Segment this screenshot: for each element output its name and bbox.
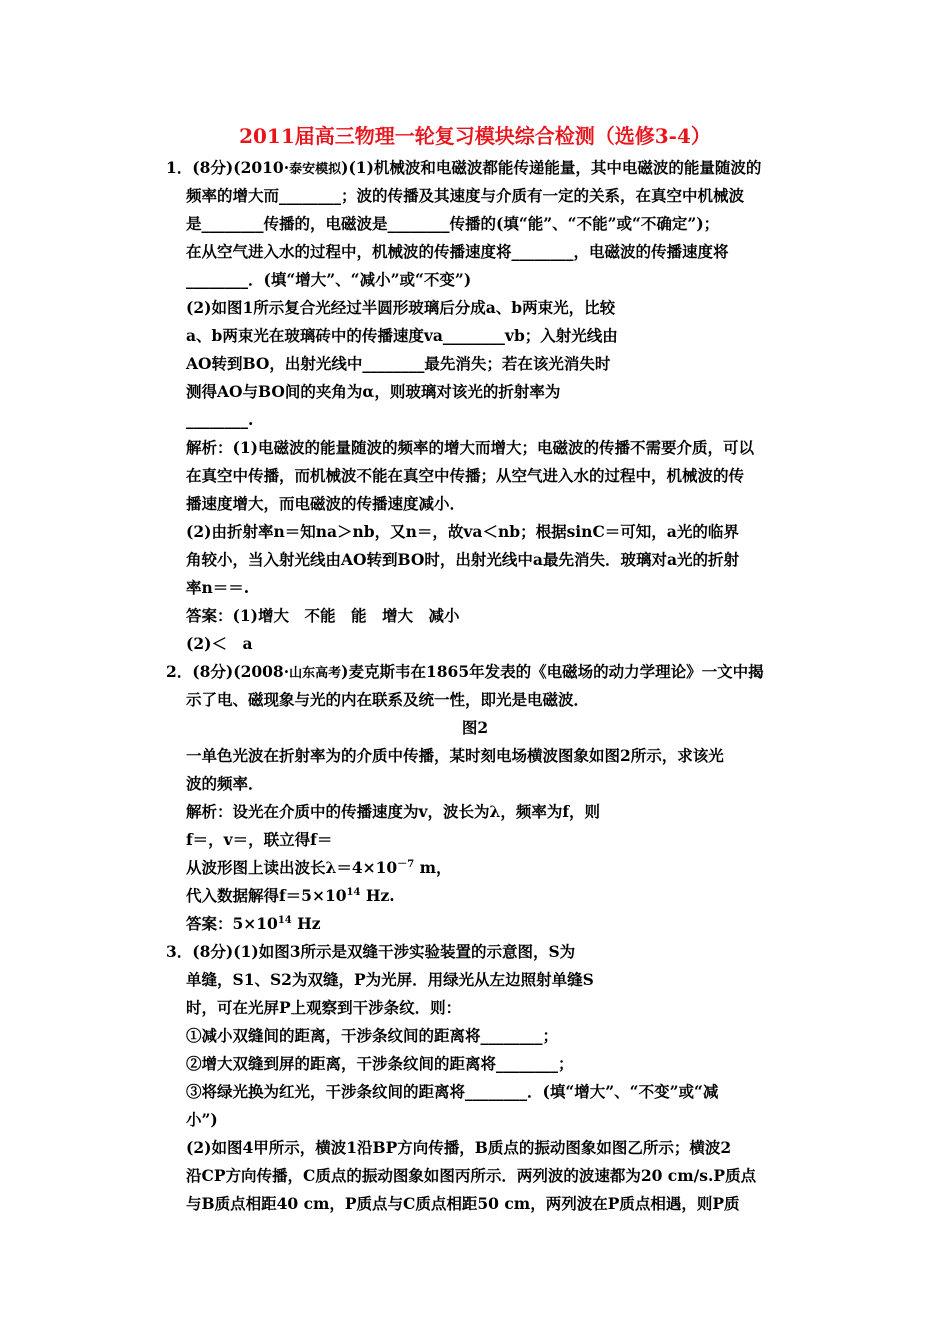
q3-line-8: (2)如图4甲所示，横波1沿BP方向传播，B质点的振动图象如图乙所示；横波2: [186, 1138, 732, 1157]
page-title: 2011届高三物理一轮复习模块综合检测（选修3-4）: [239, 124, 711, 148]
q1-line-2: 频率的增大而________；波的传播及其速度与介质有一定的关系，在真空中机械波: [186, 186, 745, 205]
q1-line-7: a、b两束光在玻璃砖中的传播速度va________vb；入射光线由: [186, 326, 618, 345]
q2-analysis-1: 解析：设光在介质中的传播速度为v，波长为λ，频率为f，则: [186, 802, 601, 821]
q1-answer-2: (2)＜ a: [186, 634, 253, 653]
q3-line-2: 单缝，S1、S2为双缝，P为光屏．用绿光从左边照射单缝S: [186, 970, 594, 989]
figure-2-caption: 图2: [461, 718, 489, 737]
q2-frequency-exp: 14: [346, 887, 361, 898]
q1-analysis-3: 播速度增大，而电磁波的传播速度减小．: [186, 494, 466, 513]
q2-answer-text: 答案：5×10: [186, 914, 278, 934]
q1-analysis-1: 解析：(1)电磁波的能量随波的频率的增大而增大；电磁波的传播不需要介质，可以: [186, 438, 754, 457]
q1-line-10: ________.: [186, 410, 254, 429]
q1-number: 1．(8分)(2010·: [166, 158, 290, 177]
q2-answer: [186, 916, 321, 932]
q1-analysis-2: 在真空中传播，而机械波不能在真空中传播；从空气进入水的过程中，机械波的传: [186, 466, 745, 485]
q2-line-3: 一单色光波在折射率为的介质中传播，某时刻电场横波图象如图2所示，求该光: [186, 746, 724, 765]
q3-line-9: 沿CP方向传播，C质点的振动图象如图丙所示．两列波的波速都为20 cm/s.P质点: [186, 1166, 757, 1185]
q2-answer-exp: 14: [277, 915, 292, 926]
q2-answer-unit: Hz: [291, 914, 321, 934]
q1-line-4: 在从空气进入水的过程中，机械波的传播速度将________，电磁波的传播速度将: [186, 242, 729, 261]
q2-frequency-text: 代入数据解得f＝5×10: [186, 886, 347, 906]
q2-wavelength-text: 从波形图上读出波长λ＝4×10: [186, 858, 398, 878]
q2-analysis-2: f＝，v＝，联立得f＝: [186, 830, 333, 849]
q1-line-8: AO转到BO，出射光线中________最先消失；若在该光消失时: [186, 354, 611, 373]
q1-analysis-4: (2)由折射率n＝知na＞nb，又n＝，故va＜nb；根据sinC＝可知，a光的临界: [186, 522, 739, 541]
q2-text-1: )麦克斯韦在1865年发表的《电磁场的动力学理论》一文中揭: [341, 662, 764, 681]
q2-wavelength-unit: m，: [414, 858, 452, 878]
q2-frequency-unit: Hz.: [360, 886, 395, 906]
q2-line-1: [166, 664, 764, 680]
q1-analysis-5: 角较小，当入射光线由AO转到BO时，出射光线中a最先消失．玻璃对a光的折射: [186, 550, 740, 569]
q1-text-1: )(1)机械波和电磁波都能传递能量，其中电磁波的能量随波的: [341, 158, 762, 177]
q2-analysis-4: [186, 888, 395, 904]
q2-number: 2．(8分)(2008·: [166, 662, 290, 681]
q1-line-1: [166, 160, 761, 176]
q2-analysis-3: [186, 860, 452, 876]
q3-line-10: 与B质点相距40 cm，P质点与C质点相距50 cm，两列波在P质点相遇，则P质: [186, 1194, 740, 1213]
q1-answer-1: 答案：(1)增大 不能 能 增大 减小: [186, 606, 460, 625]
q1-source: 泰安模拟: [289, 162, 342, 177]
q3-line-3: 时，可在光屏P上观察到干涉条纹．则：: [186, 998, 462, 1017]
q3-line-6: ③将绿光换为红光，干涉条纹间的距离将________．(填“增大”、“不变”或“减: [186, 1082, 719, 1101]
q1-line-6: (2)如图1所示复合光经过半圆形玻璃后分成a、b两束光，比较: [186, 298, 616, 317]
q1-analysis-6: 率n＝＝.: [186, 578, 250, 597]
q3-line-1: 3．(8分)(1)如图3所示是双缝干涉实验装置的示意图，S为: [166, 942, 576, 961]
q2-line-4: 波的频率．: [186, 774, 264, 793]
q3-line-7: 小”): [186, 1110, 218, 1129]
q3-line-5: ②增大双缝到屏的距离，干涉条纹间的距离将________；: [186, 1054, 574, 1073]
q2-source: 山东高考: [289, 666, 342, 681]
q3-line-4: ①减小双缝间的距离，干涉条纹间的距离将________；: [186, 1026, 559, 1045]
q2-line-2: 示了电、磁现象与光的内在联系及统一性，即光是电磁波．: [186, 690, 590, 709]
q1-line-5: ________．(填“增大”、“减小”或“不变”): [186, 270, 472, 289]
q1-line-3: 是________传播的，电磁波是________传播的(填“能”、“不能”或“不确定”)；: [186, 214, 720, 233]
q2-wavelength-exp: －7: [397, 859, 415, 870]
q1-line-9: 测得AO与BO间的夹角为α，则玻璃对该光的折射率为: [186, 382, 561, 401]
